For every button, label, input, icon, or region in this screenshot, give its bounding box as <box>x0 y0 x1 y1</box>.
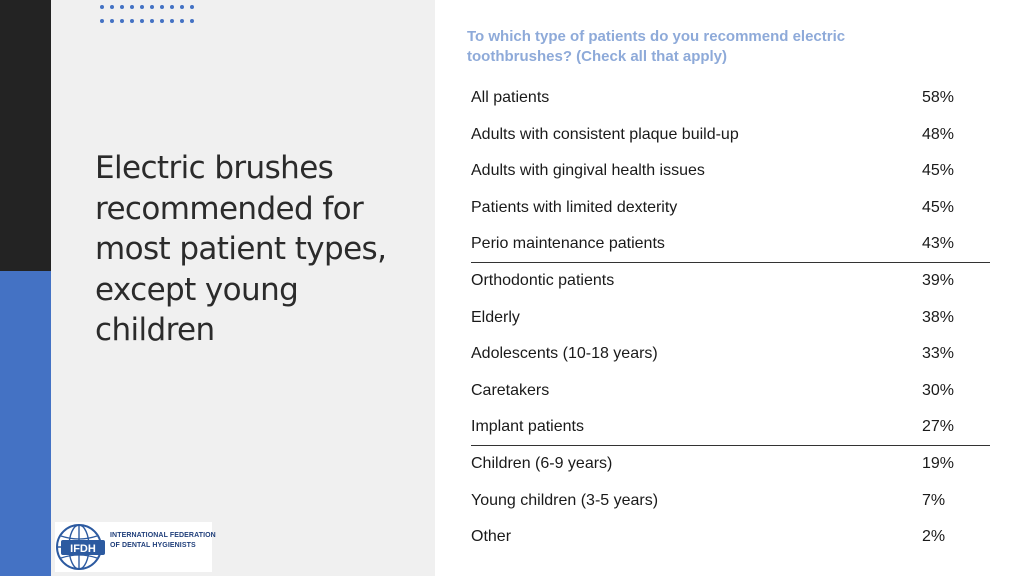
row-label: Other <box>471 528 512 546</box>
decor-dot <box>160 19 164 23</box>
decor-dot <box>150 5 154 9</box>
logo-line1: INTERNATIONAL FEDERATION <box>110 532 216 539</box>
row-value: 39% <box>922 271 955 289</box>
table-row <box>471 335 990 372</box>
row-label: Caretakers <box>471 381 550 399</box>
row-value: 58% <box>922 89 955 106</box>
decor-dot <box>140 19 144 23</box>
table-row <box>471 189 990 226</box>
decor-dot <box>130 5 134 9</box>
row-label: All patients <box>471 89 550 106</box>
row-label: Adults with consistent plaque build-up <box>471 125 739 143</box>
left-accent-bar-dark <box>0 0 51 271</box>
decorative-dot-grid <box>98 5 202 27</box>
decor-dot <box>180 19 184 23</box>
decor-dot <box>110 5 114 9</box>
row-value: 45% <box>922 198 955 216</box>
row-value: 45% <box>922 162 955 180</box>
decor-dot <box>180 5 184 9</box>
decor-dot <box>190 5 194 9</box>
row-label: Implant patients <box>471 418 584 436</box>
decor-dot <box>100 19 104 23</box>
table-row <box>471 262 990 299</box>
table-row <box>471 152 990 189</box>
decor-dot <box>140 5 144 9</box>
logo-wordmark <box>110 531 216 551</box>
row-label: Patients with limited dexterity <box>471 198 678 216</box>
decor-dot <box>130 19 134 23</box>
row-value: 2% <box>922 528 946 546</box>
table-row <box>471 445 990 482</box>
ifdh-logo <box>55 522 216 572</box>
decor-dot <box>170 19 174 23</box>
left-accent-bar-blue <box>0 271 51 576</box>
decor-dot <box>120 19 124 23</box>
decor-dot <box>170 5 174 9</box>
table-row <box>471 482 990 519</box>
logo-abbr: IFDH <box>70 543 96 555</box>
slide-headline: Electric brushes recommended for most patient types, except young children <box>95 150 387 348</box>
logo-line2: OF DENTAL HYGIENISTS <box>110 542 196 549</box>
table-row <box>471 408 990 445</box>
row-value: 38% <box>922 308 955 326</box>
table-row <box>471 116 990 153</box>
results-table <box>471 79 990 555</box>
table-row <box>471 299 990 336</box>
row-label: Adults with gingival health issues <box>471 162 705 180</box>
decor-dot <box>100 5 104 9</box>
row-value: 48% <box>922 125 955 143</box>
decor-dot <box>190 19 194 23</box>
globe-icon <box>55 522 107 572</box>
survey-question: To which type of patients do you recommend electric toothbrushes? (Check all that apply) <box>467 28 846 65</box>
row-label: Children (6-9 years) <box>471 454 613 472</box>
table-row <box>471 518 990 555</box>
row-label: Young children (3-5 years) <box>471 491 659 509</box>
table-row <box>471 372 990 409</box>
decor-dot <box>110 19 114 23</box>
decor-dot <box>120 5 124 9</box>
row-value: 27% <box>922 418 955 436</box>
row-value: 19% <box>922 454 955 472</box>
decor-dot <box>160 5 164 9</box>
row-label: Elderly <box>471 308 520 326</box>
row-label: Adolescents (10-18 years) <box>471 345 658 363</box>
row-label: Orthodontic patients <box>471 271 615 289</box>
table-row <box>471 225 990 262</box>
decor-dot <box>150 19 154 23</box>
row-value: 30% <box>922 381 955 399</box>
row-label: Perio maintenance patients <box>471 235 665 253</box>
row-value: 33% <box>922 345 955 363</box>
row-value: 7% <box>922 491 946 509</box>
table-row <box>471 79 990 116</box>
row-value: 43% <box>922 235 955 253</box>
